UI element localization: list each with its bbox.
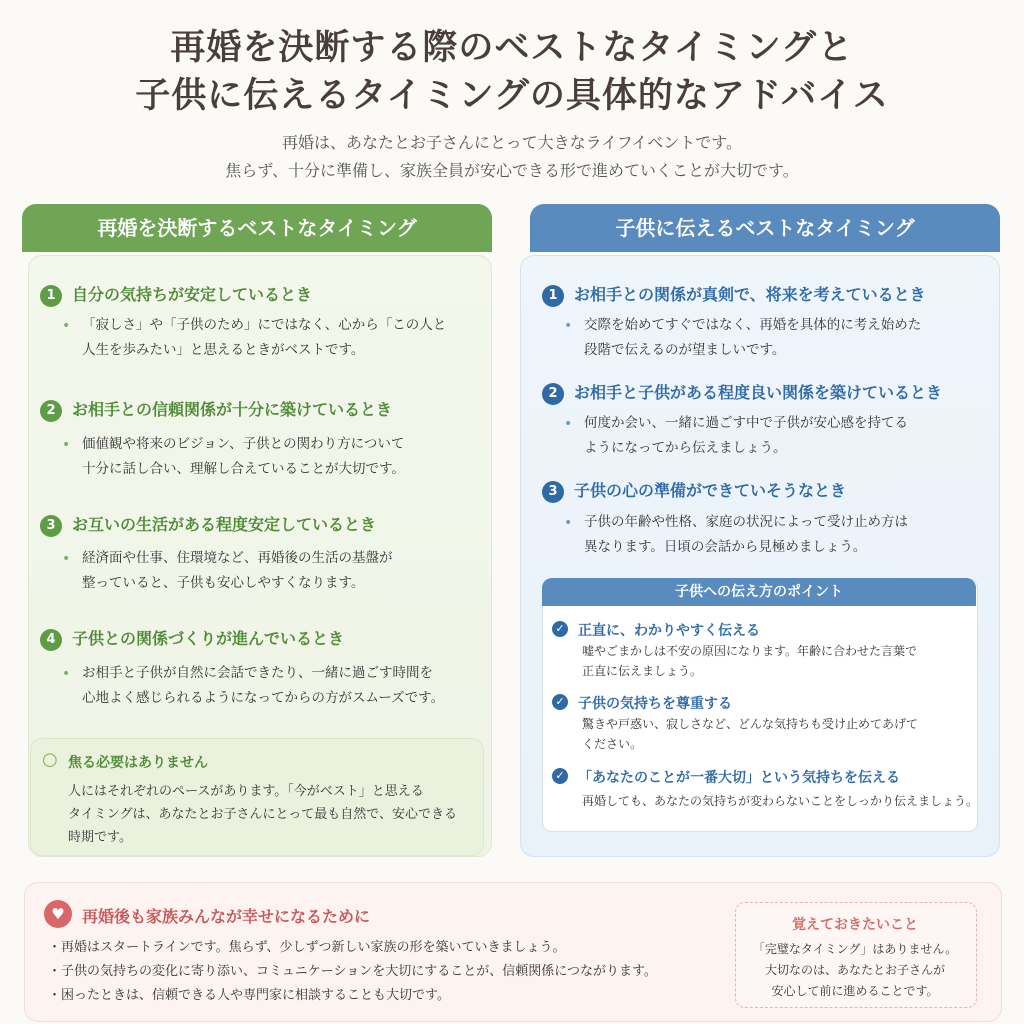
point-1-line2: 正直に伝えましょう。 [582, 664, 703, 678]
number-badge: 3 [542, 481, 564, 503]
point-2-line2: ください。 [582, 737, 643, 751]
point-1-title: 正直に、わかりやすく伝える [578, 623, 760, 639]
left-item-1-line2: 人生を歩みたい」と思えるときがベストです。 [82, 342, 365, 358]
left-panel-header: 再婚を決断するベストなタイミング [22, 204, 492, 252]
right-item-3-body [584, 510, 908, 560]
left-item-3-title-text: お互いの生活がある程度安定しているとき [72, 515, 377, 534]
number-badge: 1 [40, 285, 62, 307]
page-title-line1: 再婚を決断する際のベストなタイミングと [170, 27, 854, 68]
right-item-1-title [542, 282, 926, 307]
note-line3: 時期です。 [68, 830, 132, 845]
right-item-1-title-text: お相手との関係が真剣で、将来を考えているとき [574, 285, 926, 304]
left-item-3-title [40, 512, 376, 537]
check-icon: ✓ [552, 621, 568, 637]
lightbulb-icon: ○ [42, 749, 58, 770]
point-1-body [582, 641, 917, 681]
right-item-3-title [542, 478, 846, 503]
bullet-icon: • [564, 416, 573, 432]
right-item-3-line1: 子供の年齢や性格、家庭の状況によって受け止め方は [584, 514, 908, 530]
left-item-2-title [40, 397, 392, 422]
point-2-title: 子供の気持ちを尊重する [578, 696, 732, 712]
bullet-icon: • [62, 551, 71, 567]
bottom-line3: ・困ったときは、信頼できる人や専門家に相談することも大切です。 [48, 988, 450, 1003]
bullet-icon: • [62, 318, 71, 334]
note-line1: 人にはそれぞれのペースがあります。「今がベスト」と思える [68, 784, 424, 799]
right-item-2-title-text: お相手と子供がある程度良い関係を築けているとき [574, 383, 943, 402]
point-1-line1: 嘘やごまかしは不安の原因になります。年齢に合わせた言葉で [582, 644, 918, 658]
left-item-3-line1: 経済面や仕事、住環境など、再婚後の生活の基盤が [82, 550, 393, 566]
point-3-line1: 再婚しても、あなたの気持ちが変わらないことをしっかり伝えましょう。 [582, 794, 979, 808]
bullet-icon: • [564, 515, 573, 531]
remember-line1: 「完璧なタイミング」はありません。 [752, 942, 958, 956]
left-item-4-title [40, 626, 344, 651]
remember-title: 覚えておきたいこと [792, 917, 918, 933]
left-item-2-line1: 価値観や将来のビジョン、子供との関わり方について [82, 436, 405, 452]
right-item-2-line1: 何度か会い、一緒に過ごす中で子供が安心感を持てる [584, 415, 908, 431]
left-item-4-line2: 心地よく感じられるようになってからの方がスムーズです。 [82, 690, 445, 706]
check-icon: ✓ [552, 768, 568, 784]
check-icon: ✓ [552, 694, 568, 710]
left-item-2-line2: 十分に話し合い、理解し合えていることが大切です。 [82, 461, 405, 477]
number-badge: 3 [40, 515, 62, 537]
note-line2: タイミングは、あなたとお子さんにとって最も自然で、安心できる [68, 807, 457, 822]
right-item-1-line1: 交際を始めてすぐではなく、再婚を具体的に考え始めた [584, 317, 922, 333]
left-item-1-title [40, 282, 312, 307]
right-item-3-line2: 異なります。日頃の会話から見極めましょう。 [584, 539, 867, 555]
right-panel-header: 子供に伝えるベストなタイミング [530, 204, 1000, 252]
right-item-2-title [542, 380, 942, 405]
left-item-1-title-text: 自分の気持ちが安定しているとき [72, 285, 313, 304]
point-2-body [582, 714, 918, 754]
right-item-3-title-text: 子供の心の準備ができていそうなとき [574, 481, 847, 500]
bottom-title: 再婚後も家族みんなが幸せになるために [82, 907, 371, 926]
left-item-4-line1: お相手と子供が自然に会話できたり、一緒に過ごす時間を [82, 665, 433, 681]
left-item-4-title-text: 子供との関係づくりが進んでいるとき [72, 629, 345, 648]
left-item-2-body [82, 432, 405, 482]
right-item-2-body [584, 411, 908, 461]
number-badge: 2 [542, 383, 564, 405]
page-title-line2: 子供に伝えるタイミングの具体的なアドバイス [135, 75, 889, 116]
number-badge: 4 [40, 629, 62, 651]
number-badge: 1 [542, 285, 564, 307]
note-title: 焦る必要はありません [68, 755, 208, 771]
remember-line3: 安心して前に進めることです。 [771, 984, 939, 998]
point-3-body [582, 791, 978, 811]
points-header: 子供への伝え方のポイント [542, 578, 976, 606]
right-item-1-line2: 段階で伝えるのが望ましいです。 [584, 342, 786, 358]
left-item-1-body [82, 313, 446, 363]
heart-icon: ♥ [44, 900, 72, 928]
left-item-4-body [82, 661, 444, 711]
point-2-line1: 驚きや戸惑い、寂しさなど、どんな気持ちも受け止めてあげて [582, 717, 919, 731]
bottom-line1: ・再婚はスタートラインです。焦らず、少しずつ新しい家族の形を築いていきましょう。 [48, 940, 566, 955]
bottom-line2: ・子供の気持ちの変化に寄り添い、コミュニケーションを大切にすることが、信頼関係につながります。 [48, 964, 657, 979]
left-item-2-title-text: お相手との信頼関係が十分に築けているとき [72, 400, 393, 419]
left-item-3-body [82, 546, 393, 596]
number-badge: 2 [40, 400, 62, 422]
left-item-1-line1: 「寂しさ」や「子供のため」にではなく、心から「この人と [82, 317, 447, 333]
right-item-1-body [584, 313, 921, 363]
point-3-title: 「あなたのことが一番大切」という気持ちを伝える [578, 770, 900, 786]
right-item-2-line2: ようになってから伝えましょう。 [584, 440, 787, 456]
bullet-icon: • [62, 666, 71, 682]
bullet-icon: • [564, 318, 573, 334]
left-item-3-line2: 整っていると、子供も安心しやすくなります。 [82, 575, 365, 591]
remember-line2: 大切なのは、あなたとお子さんが [764, 963, 945, 977]
bullet-icon: • [62, 437, 71, 453]
intro-line2: 焦らず、十分に準備し、家族全員が安心できる形で進めていくことが大切です。 [225, 161, 799, 180]
intro-line1: 再婚は、あなたとお子さんにとって大きなライフイベントです。 [281, 133, 742, 152]
